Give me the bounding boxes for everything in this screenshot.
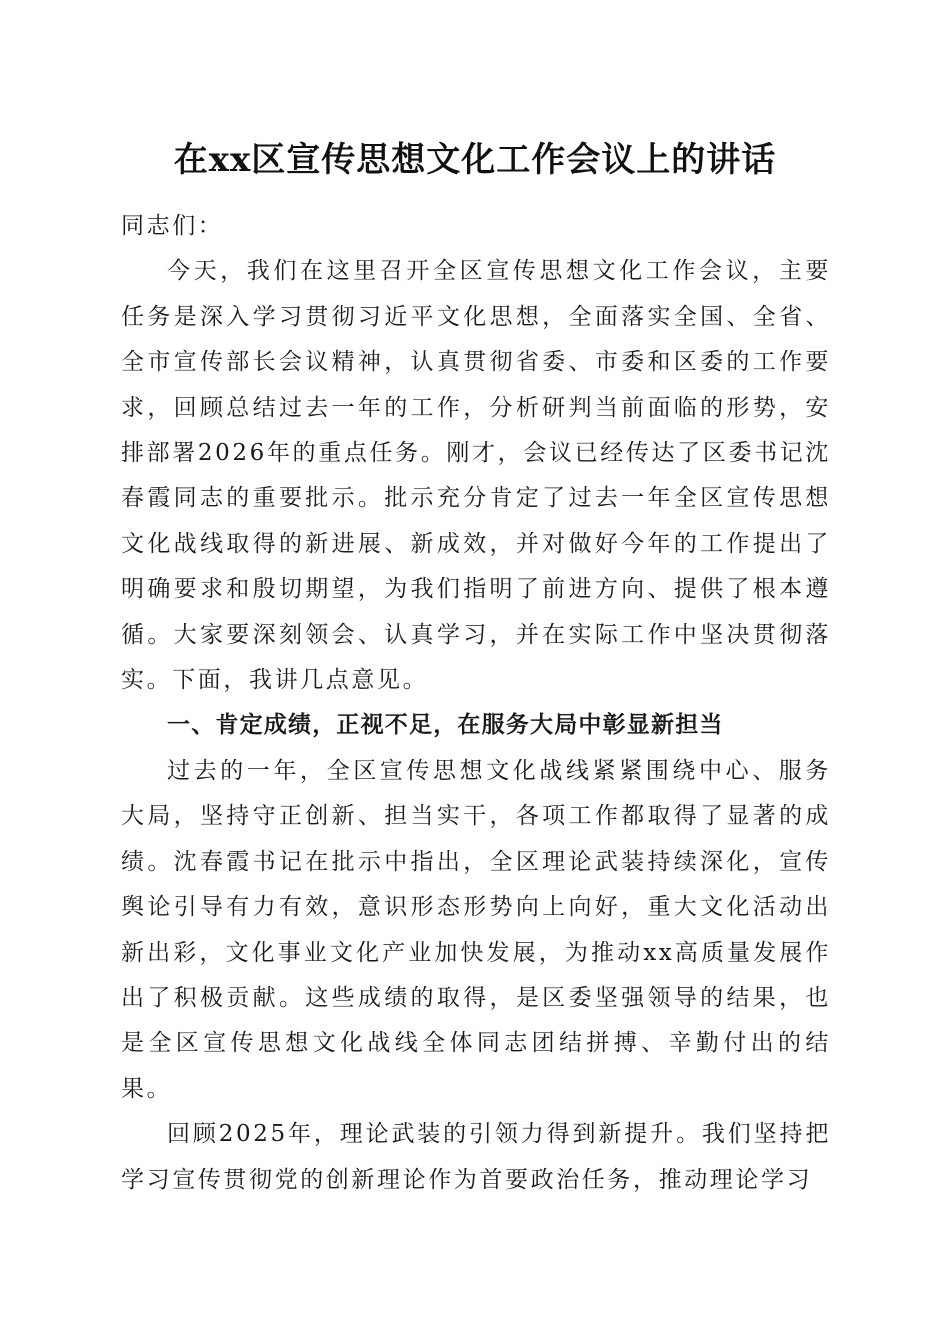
section-heading-1: 一、肯定成绩，正视不足，在服务大局中彰显新担当 bbox=[167, 712, 724, 739]
section1-paragraph-2: 回顾2025年，理论武装的引领力得到新提升。我们坚持把学习宣传贯彻党的创新理论作为首要政治任务，推动理论学习 bbox=[121, 1121, 831, 1193]
intro-paragraph: 今天，我们在这里召开全区宣传思想文化工作会议，主要任务是深入学习贯彻习近平文化思想，全面落实全国、全省、全市宣传部长会议精神，认真贯彻省委、市委和区委的工作要求，回顾总结过去一年的工作，分析研判当前面临的形势，安排部署2026年的重点任务。刚才，会议已经传达了区委书记沈春霞同志的重要批示。批示充分肯定了过去一年全区宣传思想文化战线取得的新进展、新成效，并对做好今年的工作提出了明确要求和殷切期望，为我们指明了前进方向、提供了根本遵循。大家要深刻领会、认真学习，并在实际工作中坚决贯彻落实。下面，我讲几点意见。 bbox=[121, 258, 831, 694]
salutation: 同志们： bbox=[121, 213, 224, 239]
section1-paragraph-1: 过去的一年，全区宣传思想文化战线紧紧围绕中心、服务大局，坚持守正创新、担当实干，各项工作都取得了显著的成绩。沈春霞书记在批示中指出，全区理论武装持续深化，宣传舆论引导有力有效，意识形态形势向上向好，重大文化活动出新出彩，文化事业文化产业加快发展，为推动xx高质量发展作出了积极贡献。这些成绩的取得，是区委坚强领导的结果，也是全区宣传思想文化战线全体同志团结拼搏、辛勤付出的结果。 bbox=[121, 757, 831, 1102]
document-body bbox=[121, 204, 831, 1203]
document-title: 在xx区宣传思想文化工作会议上的讲话 bbox=[173, 140, 777, 180]
